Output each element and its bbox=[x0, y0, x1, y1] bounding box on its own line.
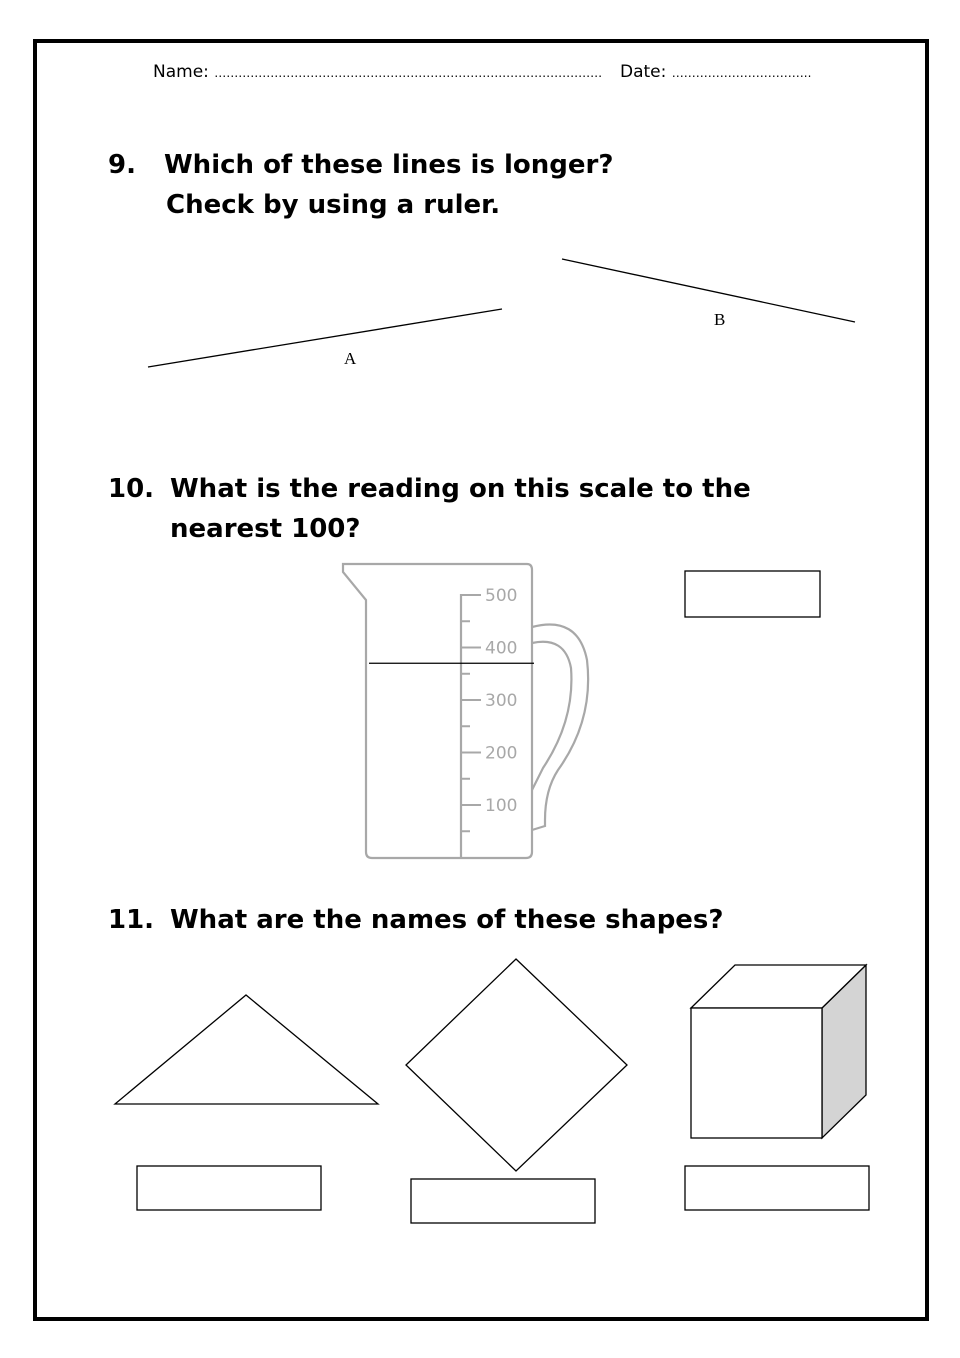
cube-icon bbox=[691, 965, 866, 1138]
scale-label: 100 bbox=[485, 796, 518, 816]
scale-label: 300 bbox=[485, 691, 518, 711]
line-a-label: A bbox=[344, 349, 357, 368]
answer-box-cube[interactable] bbox=[685, 1166, 869, 1210]
question-text: What is the reading on this scale to the bbox=[170, 474, 751, 504]
scale-label: 500 bbox=[485, 586, 518, 606]
triangle-icon bbox=[115, 995, 378, 1104]
line-a bbox=[148, 309, 502, 367]
question-text: What are the names of these shapes? bbox=[170, 905, 724, 935]
measuring-jug bbox=[343, 564, 588, 858]
line-b bbox=[562, 259, 855, 322]
scale-ticks bbox=[461, 586, 517, 831]
cube-front-face bbox=[691, 1008, 822, 1138]
question-text: Check by using a ruler. bbox=[166, 190, 501, 220]
answer-box-triangle[interactable] bbox=[137, 1166, 321, 1210]
date-label: Date: bbox=[620, 62, 667, 82]
answer-box-scale[interactable] bbox=[685, 571, 820, 617]
answer-box-diamond[interactable] bbox=[411, 1179, 595, 1223]
name-field[interactable]: ……………………………………………………………….…………………… bbox=[214, 66, 603, 80]
date-field[interactable]: …………………………….. bbox=[671, 66, 812, 80]
question-text: nearest 100? bbox=[170, 514, 361, 544]
question-number: 11. bbox=[108, 905, 155, 935]
jug-handle bbox=[532, 624, 588, 830]
scale-label: 400 bbox=[485, 638, 518, 659]
jug-handle-inner bbox=[532, 642, 571, 790]
question-number: 9. bbox=[108, 150, 136, 180]
scale-label: 200 bbox=[485, 743, 518, 764]
name-label: Name: bbox=[153, 62, 209, 82]
question-number: 10. bbox=[108, 474, 155, 504]
diamond-icon bbox=[406, 959, 627, 1171]
line-b-label: B bbox=[714, 310, 726, 329]
question-text: Which of these lines is longer? bbox=[164, 150, 614, 180]
